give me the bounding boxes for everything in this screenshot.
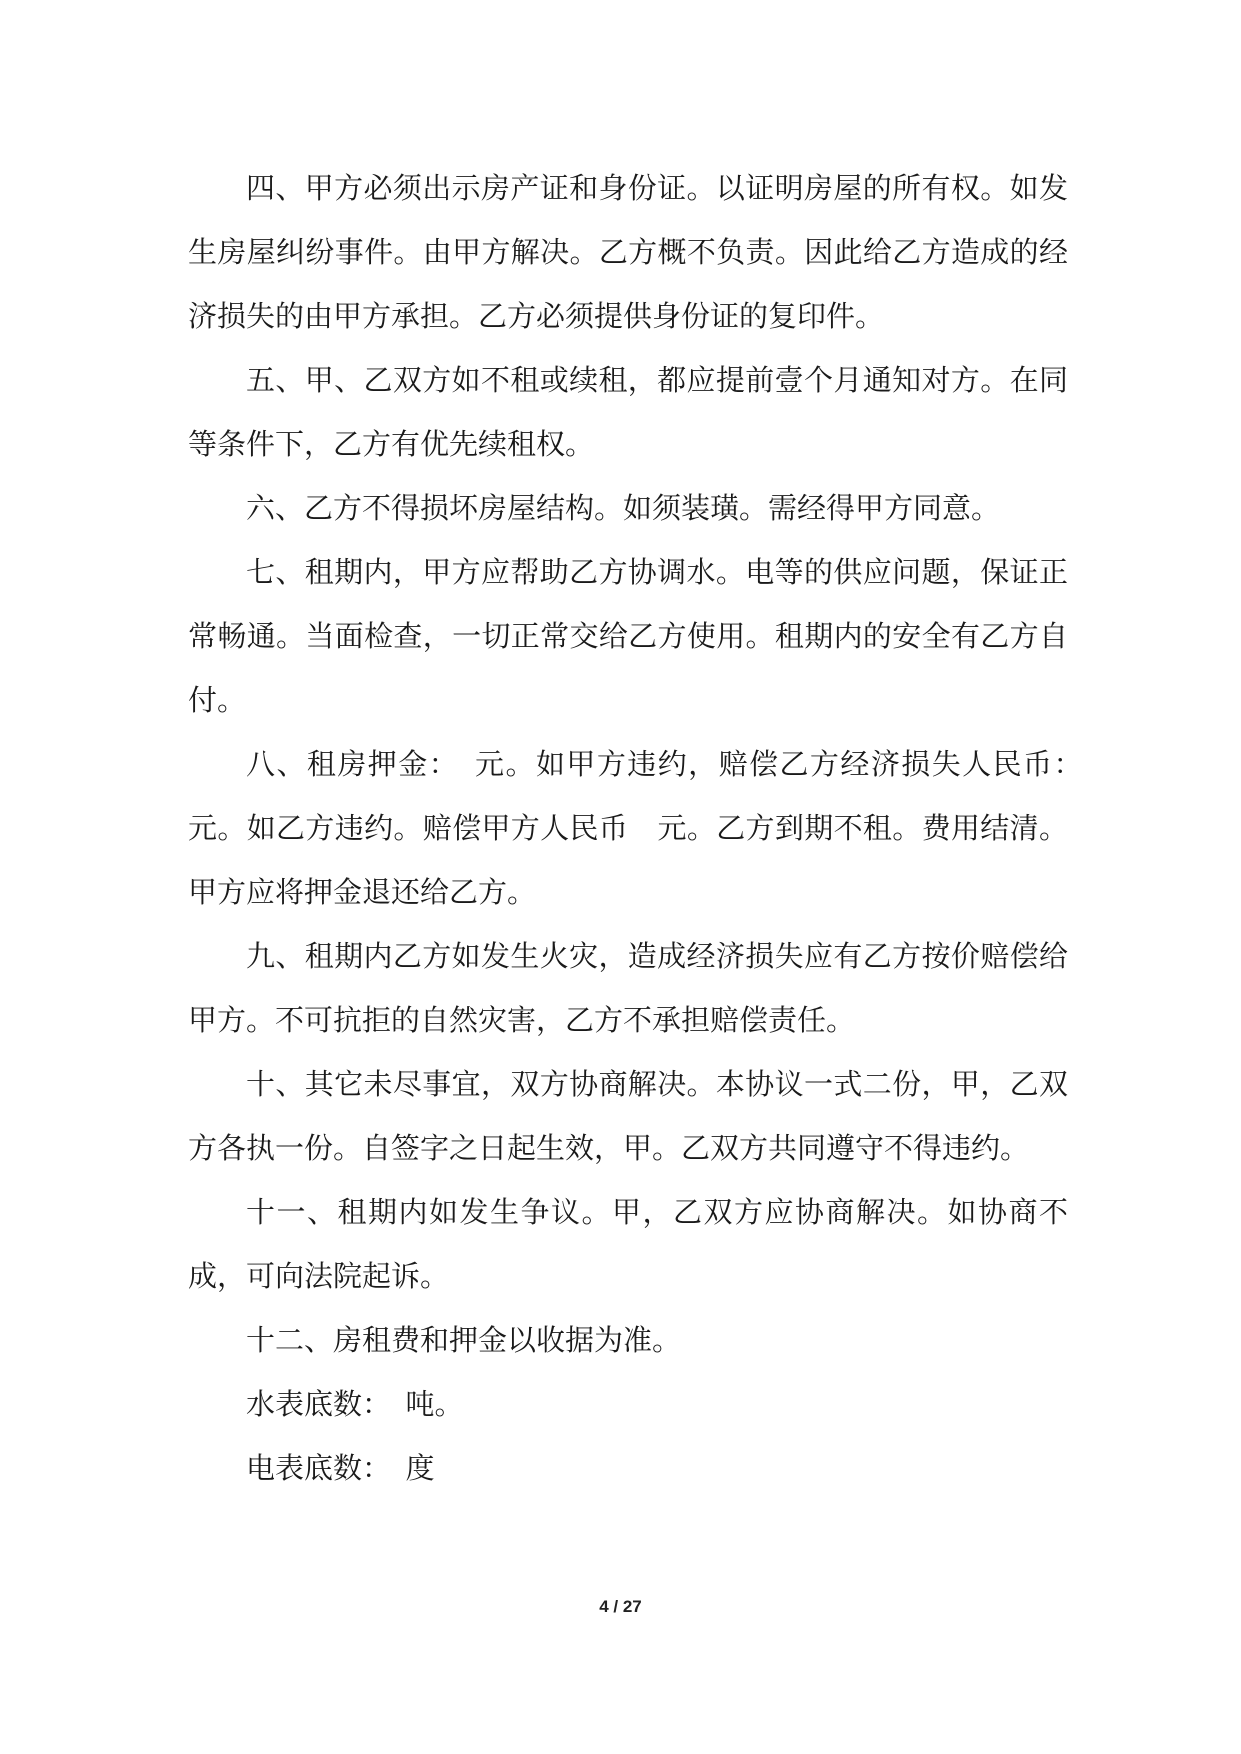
- clause-6-paragraph: 六、乙方不得损坏房屋结构。如须装璜。需经得甲方同意。: [246, 491, 1001, 525]
- clause-8-paragraph: 八、租房押金： 元。如甲方违约，赔偿乙方经济损失人民币： 元。如乙方违约。赔偿甲方人民币 元。乙方到期不租。费用结清。甲方应将押金退还给乙方。: [188, 747, 1098, 909]
- clause-7-paragraph: 七、租期内，甲方应帮助乙方协调水。电等的供应问题，保证正常畅通。当面检查，一切正常交给乙方使用。租期内的安全有乙方自付。: [188, 555, 1068, 717]
- clause-10-paragraph: 十、其它未尽事宜，双方协商解决。本协议一式二份，甲，乙双方各执一份。自签字之日起生效，甲。乙双方共同遵守不得违约。: [188, 1067, 1068, 1165]
- page-number: 4 / 27: [599, 1597, 642, 1616]
- electric-meter-reading: 电表底数： 度: [246, 1451, 435, 1485]
- water-meter-reading: 水表底数： 吨。: [246, 1387, 464, 1421]
- document-body: [188, 156, 1098, 1500]
- clause-12-paragraph: 十二、房租费和押金以收据为准。: [246, 1323, 682, 1357]
- clause-11-paragraph: 十一、租期内如发生争议。甲，乙双方应协商解决。如协商不成，可向法院起诉。: [188, 1195, 1068, 1293]
- clause-4-paragraph: 四、甲方必须出示房产证和身份证。以证明房屋的所有权。如发生房屋纠纷事件。由甲方解决。乙方概不负责。因此给乙方造成的经济损失的由甲方承担。乙方必须提供身份证的复印件。: [188, 171, 1068, 333]
- clause-9-paragraph: 九、租期内乙方如发生火灾，造成经济损失应有乙方按价赔偿给甲方。不可抗拒的自然灾害，乙方不承担赔偿责任。: [188, 939, 1068, 1037]
- clause-5-paragraph: 五、甲、乙双方如不租或续租，都应提前壹个月通知对方。在同等条件下，乙方有优先续租权。: [188, 363, 1068, 461]
